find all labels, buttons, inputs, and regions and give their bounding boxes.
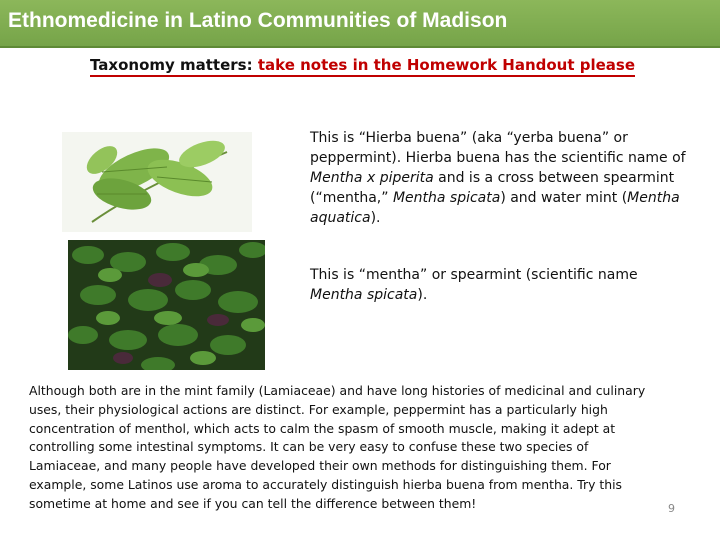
p1-species-piperita: Mentha x piperita [310,170,434,186]
peppermint-photo [62,132,252,232]
spearmint-photo [68,240,265,370]
p2-text-c: ). [417,287,428,303]
p1-text-c: and is a cross between spearmint (“mentha,” [310,170,675,206]
p1-species-aquatica: Mentha aquatica [310,190,680,226]
p2-text-a: This is “mentha” or spearmint (scientific name [310,267,638,283]
subtitle-accent: take notes in the Homework Handout please [252,56,636,74]
slide-title: Ethnomedicine in Latino Communities of Madison [8,9,508,32]
p1-species-spicata: Mentha spicata [392,190,501,206]
p2-species-spicata: Mentha spicata [310,287,418,303]
subtitle-prefix: Taxonomy matters: [90,56,253,74]
peppermint-description [310,128,692,228]
p1-text-e: ) and water mint ( [500,190,628,206]
body-paragraph: Although both are in the mint family (Lamiaceae) and have long histories of medicinal and culinary uses, their physiological actions are distinct. For example, peppermint has a particularly high concentration of menthol, which acts to calm the spasm of smooth muscle, making it adept at controlling some intestinal symptoms. It can be very easy to confuse these two species of Lamiaceae, and many people have developed their own methods for distinguishing them. For example, some Latinos use aroma to accurately distinguish hierba buena from mentha. Try this sometime at home and see if you can tell the difference between them! [29,383,646,511]
subtitle [90,56,635,77]
title-bar [0,0,720,48]
p1-text-g: ). [370,210,381,226]
page-number: 9 [668,502,675,515]
spearmint-description [310,265,692,305]
p1-text-a: This is “Hierba buena” (aka “yerba buena” or peppermint). Hierba buena has the scientific name of [310,130,686,166]
